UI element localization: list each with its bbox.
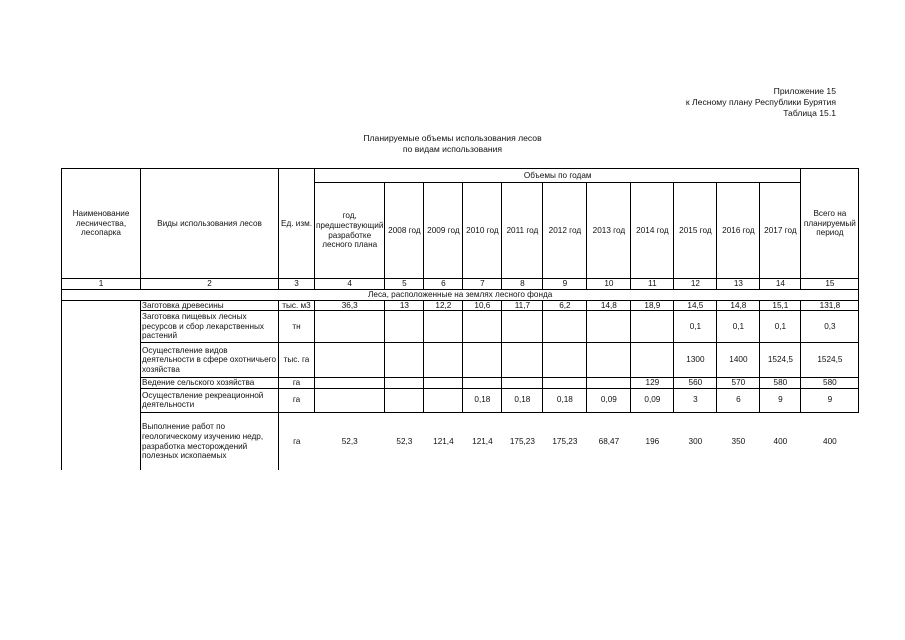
value-cell [631, 311, 674, 343]
usage-type: Осуществление видов деятельности в сфере охотничьего хозяйства [141, 343, 279, 378]
column-number: 4 [315, 279, 385, 290]
column-number: 2 [141, 279, 279, 290]
value-cell: 560 [674, 378, 717, 389]
value-cell [502, 343, 543, 378]
unit-cell: га [279, 378, 315, 389]
value-cell: 36,3 [315, 300, 385, 311]
header-year: 2011 год [502, 183, 543, 279]
value-cell: 0,1 [674, 311, 717, 343]
usage-type: Выполнение работ по геологическому изучению недр, разработка месторождений полезных ископаемых [141, 412, 279, 470]
document-title [0, 133, 905, 155]
total-cell: 1524,5 [801, 343, 859, 378]
value-cell [424, 378, 463, 389]
usage-type: Ведение сельского хозяйства [141, 378, 279, 389]
appendix-header [686, 86, 836, 119]
value-cell: 129 [631, 378, 674, 389]
unit-cell: тыс. га [279, 343, 315, 378]
value-cell: 13 [385, 300, 424, 311]
value-cell: 175,23 [543, 412, 587, 470]
header-year: 2012 год [543, 183, 587, 279]
forestry-cell [62, 300, 141, 470]
value-cell: 10,6 [463, 300, 502, 311]
value-cell [385, 388, 424, 412]
value-cell: 0,18 [502, 388, 543, 412]
value-cell: 1300 [674, 343, 717, 378]
column-number: 5 [385, 279, 424, 290]
value-cell [315, 388, 385, 412]
value-cell: 0,1 [760, 311, 801, 343]
table-row [62, 412, 859, 470]
total-cell: 9 [801, 388, 859, 412]
total-cell: 0,3 [801, 311, 859, 343]
value-cell: 400 [760, 412, 801, 470]
header-total: Всего на планируемый период [801, 169, 859, 279]
value-cell [463, 343, 502, 378]
column-number: 14 [760, 279, 801, 290]
column-number: 13 [717, 279, 760, 290]
value-cell: 1524,5 [760, 343, 801, 378]
value-cell: 12,2 [424, 300, 463, 311]
column-number: 9 [543, 279, 587, 290]
value-cell: 121,4 [463, 412, 502, 470]
column-number: 7 [463, 279, 502, 290]
value-cell [587, 343, 631, 378]
column-number: 6 [424, 279, 463, 290]
header-forestry: Наименование лесничества, лесопарка [62, 169, 141, 279]
value-cell: 300 [674, 412, 717, 470]
value-cell [543, 378, 587, 389]
table-row [62, 388, 859, 412]
header-unit: Ед. изм. [279, 169, 315, 279]
column-number: 1 [62, 279, 141, 290]
value-cell: 175,23 [502, 412, 543, 470]
unit-cell: тн [279, 311, 315, 343]
column-number: 12 [674, 279, 717, 290]
value-cell [587, 378, 631, 389]
value-cell [315, 343, 385, 378]
value-cell: 0,09 [587, 388, 631, 412]
unit-cell: га [279, 412, 315, 470]
appendix-line: Приложение 15 [773, 86, 836, 96]
column-number-row [62, 279, 859, 290]
header-year: 2013 год [587, 183, 631, 279]
header-year: 2017 год [760, 183, 801, 279]
value-cell: 52,3 [385, 412, 424, 470]
header-year: 2015 год [674, 183, 717, 279]
value-cell [543, 343, 587, 378]
table-row [62, 378, 859, 389]
value-cell: 121,4 [424, 412, 463, 470]
value-cell [385, 378, 424, 389]
value-cell [385, 343, 424, 378]
header-volumes-by-year: Объемы по годам [315, 169, 801, 183]
column-number: 15 [801, 279, 859, 290]
table-row [62, 311, 859, 343]
unit-cell: тыс. м3 [279, 300, 315, 311]
value-cell [385, 311, 424, 343]
value-cell [315, 378, 385, 389]
usage-type: Заготовка древесины [141, 300, 279, 311]
value-cell: 0,1 [717, 311, 760, 343]
value-cell: 0,09 [631, 388, 674, 412]
value-cell [463, 311, 502, 343]
unit-cell: га [279, 388, 315, 412]
value-cell [424, 388, 463, 412]
header-usage-types: Виды использования лесов [141, 169, 279, 279]
table-row [62, 343, 859, 378]
value-cell [424, 343, 463, 378]
appendix-line: к Лесному плану Республики Бурятия [685, 97, 836, 107]
usage-volumes-table [61, 168, 859, 470]
value-cell: 18,9 [631, 300, 674, 311]
value-cell: 6 [717, 388, 760, 412]
value-cell: 3 [674, 388, 717, 412]
value-cell: 68,47 [587, 412, 631, 470]
column-number: 10 [587, 279, 631, 290]
title-line: по видам использования [402, 144, 503, 154]
value-cell: 0,18 [543, 388, 587, 412]
value-cell: 14,8 [587, 300, 631, 311]
total-cell: 131,8 [801, 300, 859, 311]
value-cell: 196 [631, 412, 674, 470]
value-cell: 350 [717, 412, 760, 470]
value-cell [502, 311, 543, 343]
value-cell: 9 [760, 388, 801, 412]
value-cell [463, 378, 502, 389]
value-cell: 0,18 [463, 388, 502, 412]
value-cell [631, 343, 674, 378]
value-cell [543, 311, 587, 343]
value-cell: 6,2 [543, 300, 587, 311]
header-year-dev: год, предшествующий разработке лесного плана [315, 183, 385, 279]
value-cell: 580 [760, 378, 801, 389]
column-number: 3 [279, 279, 315, 290]
header-year: 2009 год [424, 183, 463, 279]
header-year: 2016 год [717, 183, 760, 279]
total-cell: 400 [801, 412, 859, 470]
value-cell: 11,7 [502, 300, 543, 311]
header-year: 2008 год [385, 183, 424, 279]
value-cell [502, 378, 543, 389]
value-cell [315, 311, 385, 343]
table-row [62, 300, 859, 311]
table-number: Таблица 15.1 [783, 108, 836, 118]
total-cell: 580 [801, 378, 859, 389]
column-number: 11 [631, 279, 674, 290]
header-year: 2014 год [631, 183, 674, 279]
value-cell: 1400 [717, 343, 760, 378]
title-line: Планируемые объемы использования лесов [363, 133, 542, 143]
value-cell: 14,5 [674, 300, 717, 311]
value-cell: 570 [717, 378, 760, 389]
usage-type: Заготовка пищевых лесных ресурсов и сбор лекарственных растений [141, 311, 279, 343]
header-year: 2010 год [463, 183, 502, 279]
value-cell [424, 311, 463, 343]
value-cell: 14,8 [717, 300, 760, 311]
value-cell: 52,3 [315, 412, 385, 470]
column-number: 8 [502, 279, 543, 290]
value-cell: 15,1 [760, 300, 801, 311]
value-cell [587, 311, 631, 343]
section-header: Леса, расположенные на землях лесного фонда [62, 289, 859, 300]
usage-type: Осуществление рекреационной деятельности [141, 388, 279, 412]
